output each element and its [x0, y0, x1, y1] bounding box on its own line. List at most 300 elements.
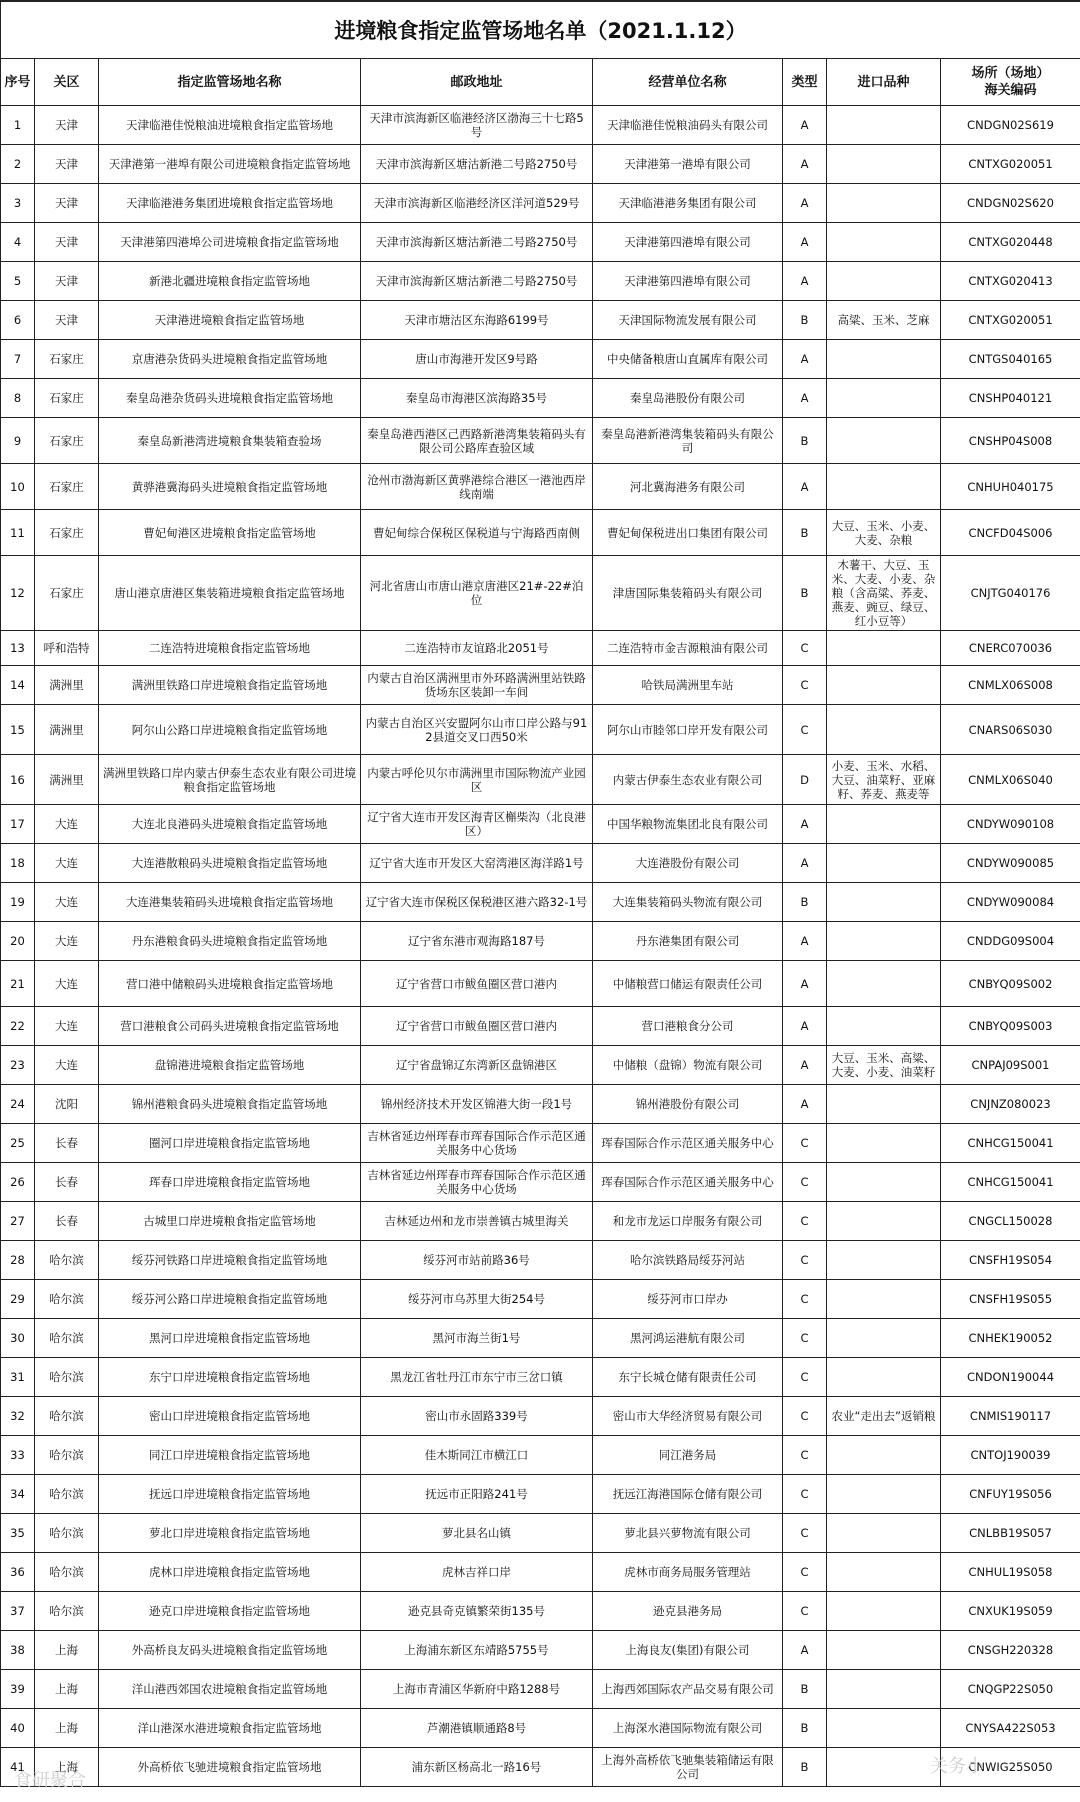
- cell-code: CNWIG25S050: [941, 1748, 1080, 1787]
- cell-no: 18: [1, 844, 35, 883]
- cell-varieties: [827, 1631, 941, 1670]
- cell-site: 外高桥良友码头进境粮食指定监管场地: [99, 1631, 361, 1670]
- cell-customs: 哈尔滨: [35, 1358, 99, 1397]
- cell-site: 曹妃甸港区进境粮食指定监管场地: [99, 510, 361, 556]
- cell-customs: 哈尔滨: [35, 1592, 99, 1631]
- cell-type: B: [783, 556, 827, 631]
- cell-customs: 哈尔滨: [35, 1280, 99, 1319]
- cell-site: 满洲里铁路口岸内蒙古伊泰生态农业有限公司进境粮食指定监管场地: [99, 755, 361, 805]
- cell-operator: 曹妃甸保税进出口集团有限公司: [593, 510, 783, 556]
- cell-varieties: [827, 1280, 941, 1319]
- cell-address: 内蒙古呼伦贝尔市满洲里市国际物流产业园区: [361, 755, 593, 805]
- cell-customs: 满洲里: [35, 705, 99, 755]
- cell-operator: 天津港第四港埠有限公司: [593, 223, 783, 262]
- cell-address: 秦皇岛港西港区己西路新港湾集装箱码头有限公司公路库查验区域: [361, 418, 593, 464]
- table-row: [1, 883, 1080, 922]
- cell-code: CNSGH220328: [941, 1631, 1080, 1670]
- cell-customs: 天津: [35, 262, 99, 301]
- cell-customs: 哈尔滨: [35, 1241, 99, 1280]
- cell-operator: 天津国际物流发展有限公司: [593, 301, 783, 340]
- cell-operator: 中储粮营口储运有限责任公司: [593, 961, 783, 1007]
- cell-varieties: [827, 631, 941, 666]
- cell-code: CNDYW090084: [941, 883, 1080, 922]
- cell-no: 28: [1, 1241, 35, 1280]
- table-row: [1, 1553, 1080, 1592]
- cell-varieties: 大豆、玉米、高粱、大麦、小麦、油菜籽: [827, 1046, 941, 1085]
- cell-varieties: 大豆、玉米、小麦、大麦、杂粮: [827, 510, 941, 556]
- cell-type: A: [783, 1046, 827, 1085]
- cell-site: 京唐港杂货码头进境粮食指定监管场地: [99, 340, 361, 379]
- table-row: [1, 844, 1080, 883]
- cell-type: C: [783, 1475, 827, 1514]
- cell-site: 锦州港粮食码头进境粮食指定监管场地: [99, 1085, 361, 1124]
- cell-type: C: [783, 1241, 827, 1280]
- cell-no: 34: [1, 1475, 35, 1514]
- table-row: [1, 631, 1080, 666]
- cell-varieties: [827, 184, 941, 223]
- cell-address: 天津市塘沽区东海路6199号: [361, 301, 593, 340]
- cell-site: 同江口岸进境粮食指定监管场地: [99, 1436, 361, 1475]
- cell-type: B: [783, 418, 827, 464]
- cell-site: 营口港粮食公司码头进境粮食指定监管场地: [99, 1007, 361, 1046]
- header-row: [1, 59, 1080, 106]
- cell-customs: 上海: [35, 1709, 99, 1748]
- cell-varieties: 小麦、玉米、水稻、大豆、油菜籽、亚麻籽、荞麦、燕麦等: [827, 755, 941, 805]
- cell-operator: 上海深水港国际物流有限公司: [593, 1709, 783, 1748]
- cell-no: 35: [1, 1514, 35, 1553]
- cell-site: 天津港第四港埠公司进境粮食指定监管场地: [99, 223, 361, 262]
- cell-type: C: [783, 1592, 827, 1631]
- table-row: [1, 556, 1080, 631]
- cell-no: 33: [1, 1436, 35, 1475]
- cell-no: 26: [1, 1163, 35, 1202]
- cell-customs: 石家庄: [35, 379, 99, 418]
- cell-no: 13: [1, 631, 35, 666]
- cell-code: CNMIS190117: [941, 1397, 1080, 1436]
- table-row: [1, 1397, 1080, 1436]
- cell-site: 新港北疆进境粮食指定监管场地: [99, 262, 361, 301]
- cell-address: 绥芬河市乌苏里大街254号: [361, 1280, 593, 1319]
- cell-operator: 抚远江海港国际仓储有限公司: [593, 1475, 783, 1514]
- cell-customs: 沈阳: [35, 1085, 99, 1124]
- table-row: [1, 1163, 1080, 1202]
- table-body: [1, 106, 1080, 1787]
- cell-no: 15: [1, 705, 35, 755]
- table-row: [1, 301, 1080, 340]
- cell-operator: 河北冀海港务有限公司: [593, 464, 783, 510]
- cell-operator: 天津临港佳悦粮油码头有限公司: [593, 106, 783, 145]
- cell-no: 29: [1, 1280, 35, 1319]
- cell-address: 秦皇岛市海港区滨海路35号: [361, 379, 593, 418]
- table-row: [1, 145, 1080, 184]
- cell-operator: 二连浩特市金吉源粮油有限公司: [593, 631, 783, 666]
- cell-code: CNBYQ09S003: [941, 1007, 1080, 1046]
- cell-address: 唐山市海港开发区9号路: [361, 340, 593, 379]
- cell-code: CNTGS040165: [941, 340, 1080, 379]
- cell-no: 20: [1, 922, 35, 961]
- cell-varieties: [827, 340, 941, 379]
- cell-code: CNYSA422S053: [941, 1709, 1080, 1748]
- cell-varieties: [827, 145, 941, 184]
- cell-site: 天津临港佳悦粮油进境粮食指定监管场地: [99, 106, 361, 145]
- cell-customs: 石家庄: [35, 510, 99, 556]
- cell-address: 上海市青浦区华新府中路1288号: [361, 1670, 593, 1709]
- cell-code: CNHUL19S058: [941, 1553, 1080, 1592]
- cell-no: 17: [1, 805, 35, 844]
- cell-address: 吉林省延边州珲春市珲春国际合作示范区通关服务中心货场: [361, 1124, 593, 1163]
- cell-customs: 大连: [35, 844, 99, 883]
- header-customs: 关区: [35, 59, 99, 106]
- cell-address: 黑龙江省牡丹江市东宁市三岔口镇: [361, 1358, 593, 1397]
- cell-no: 8: [1, 379, 35, 418]
- cell-address: 抚远市正阳路241号: [361, 1475, 593, 1514]
- cell-type: A: [783, 223, 827, 262]
- cell-code: CNDDG09S004: [941, 922, 1080, 961]
- cell-varieties: [827, 844, 941, 883]
- cell-customs: 上海: [35, 1631, 99, 1670]
- cell-type: B: [783, 1709, 827, 1748]
- cell-site: 黑河口岸进境粮食指定监管场地: [99, 1319, 361, 1358]
- cell-code: CNFUY19S056: [941, 1475, 1080, 1514]
- cell-operator: 同江港务局: [593, 1436, 783, 1475]
- table-row: [1, 262, 1080, 301]
- cell-customs: 天津: [35, 184, 99, 223]
- cell-site: 古城里口岸进境粮食指定监管场地: [99, 1202, 361, 1241]
- cell-no: 24: [1, 1085, 35, 1124]
- cell-varieties: [827, 1475, 941, 1514]
- cell-code: CNSFH19S054: [941, 1241, 1080, 1280]
- table-row: [1, 1748, 1080, 1787]
- cell-code: CNTXG020413: [941, 262, 1080, 301]
- cell-address: 天津市滨海新区临港经济区渤海三十七路5号: [361, 106, 593, 145]
- cell-code: CNHUH040175: [941, 464, 1080, 510]
- cell-customs: 大连: [35, 1007, 99, 1046]
- cell-no: 16: [1, 755, 35, 805]
- cell-operator: 中央储备粮唐山直属库有限公司: [593, 340, 783, 379]
- cell-type: C: [783, 1202, 827, 1241]
- cell-varieties: [827, 418, 941, 464]
- cell-operator: 珲春国际合作示范区通关服务中心: [593, 1124, 783, 1163]
- header-code-line1: 场所（场地）: [971, 66, 1050, 81]
- cell-customs: 大连: [35, 883, 99, 922]
- cell-code: CNARS06S030: [941, 705, 1080, 755]
- cell-address: 辽宁省大连市开发区大窑湾港区海洋路1号: [361, 844, 593, 883]
- cell-no: 23: [1, 1046, 35, 1085]
- cell-address: 吉林省延边州珲春市珲春国际合作示范区通关服务中心货场: [361, 1163, 593, 1202]
- cell-site: 盘锦港进境粮食指定监管场地: [99, 1046, 361, 1085]
- table-row: [1, 379, 1080, 418]
- cell-no: 1: [1, 106, 35, 145]
- header-code-line2: 海关编码: [984, 83, 1037, 98]
- cell-address: 二连浩特市友谊路北2051号: [361, 631, 593, 666]
- cell-type: C: [783, 1436, 827, 1475]
- cell-address: 虎林吉祥口岸: [361, 1553, 593, 1592]
- cell-varieties: [827, 705, 941, 755]
- cell-code: CNDGN02S619: [941, 106, 1080, 145]
- cell-customs: 石家庄: [35, 556, 99, 631]
- cell-type: B: [783, 883, 827, 922]
- cell-site: 二连浩特进境粮食指定监管场地: [99, 631, 361, 666]
- cell-varieties: [827, 1670, 941, 1709]
- cell-address: 河北省唐山市唐山港京唐港区21#-22#泊位: [361, 556, 593, 631]
- cell-varieties: [827, 1241, 941, 1280]
- table-row: [1, 1241, 1080, 1280]
- cell-code: CNERC070036: [941, 631, 1080, 666]
- header-varieties: 进口品种: [827, 59, 941, 106]
- cell-type: A: [783, 145, 827, 184]
- header-code: [941, 59, 1080, 106]
- cell-address: 天津市滨海新区塘沽新港二号路2750号: [361, 262, 593, 301]
- page-title: 进境粮食指定监管场地名单（2021.1.12）: [1, 1, 1080, 59]
- cell-operator: 天津港第一港埠有限公司: [593, 145, 783, 184]
- cell-site: 大连北良港码头进境粮食指定监管场地: [99, 805, 361, 844]
- cell-code: CNDYW090108: [941, 805, 1080, 844]
- cell-no: 40: [1, 1709, 35, 1748]
- table-row: [1, 1007, 1080, 1046]
- cell-site: 绥芬河公路口岸进境粮食指定监管场地: [99, 1280, 361, 1319]
- cell-site: 洋山港深水港进境粮食指定监管场地: [99, 1709, 361, 1748]
- cell-site: 洋山港西郊国农进境粮食指定监管场地: [99, 1670, 361, 1709]
- cell-type: A: [783, 1085, 827, 1124]
- cell-type: C: [783, 1397, 827, 1436]
- cell-type: A: [783, 379, 827, 418]
- table-row: [1, 184, 1080, 223]
- cell-site: 天津临港港务集团进境粮食指定监管场地: [99, 184, 361, 223]
- cell-site: 黄骅港冀海码头进境粮食指定监管场地: [99, 464, 361, 510]
- cell-code: CNTXG020051: [941, 301, 1080, 340]
- cell-site: 东宁口岸进境粮食指定监管场地: [99, 1358, 361, 1397]
- header-type: 类型: [783, 59, 827, 106]
- table-row: [1, 418, 1080, 464]
- header-address: 邮政地址: [361, 59, 593, 106]
- cell-code: CNDGN02S620: [941, 184, 1080, 223]
- cell-type: B: [783, 301, 827, 340]
- cell-customs: 长春: [35, 1163, 99, 1202]
- cell-varieties: [827, 1436, 941, 1475]
- cell-type: C: [783, 1553, 827, 1592]
- cell-customs: 石家庄: [35, 418, 99, 464]
- cell-varieties: [827, 262, 941, 301]
- cell-code: CNMLX06S040: [941, 755, 1080, 805]
- cell-varieties: [827, 464, 941, 510]
- table-row: [1, 340, 1080, 379]
- table-row: [1, 1670, 1080, 1709]
- cell-type: A: [783, 922, 827, 961]
- cell-code: CNXUK19S059: [941, 1592, 1080, 1631]
- cell-operator: 黑河鸿运港航有限公司: [593, 1319, 783, 1358]
- cell-type: D: [783, 755, 827, 805]
- cell-no: 32: [1, 1397, 35, 1436]
- cell-no: 30: [1, 1319, 35, 1358]
- cell-no: 4: [1, 223, 35, 262]
- cell-code: CNHCG150041: [941, 1163, 1080, 1202]
- cell-type: B: [783, 1748, 827, 1787]
- cell-address: 辽宁省大连市保税区保税港区港六路32-1号: [361, 883, 593, 922]
- cell-no: 2: [1, 145, 35, 184]
- cell-code: CNCFD04S006: [941, 510, 1080, 556]
- cell-operator: 大连港股份有限公司: [593, 844, 783, 883]
- cell-code: CNSFH19S055: [941, 1280, 1080, 1319]
- cell-address: 辽宁省大连市开发区海青区槲柴沟（北良港区）: [361, 805, 593, 844]
- cell-site: 珲春口岸进境粮食指定监管场地: [99, 1163, 361, 1202]
- cell-operator: 秦皇岛港股份有限公司: [593, 379, 783, 418]
- table-row: [1, 1085, 1080, 1124]
- cell-code: CNTXG020448: [941, 223, 1080, 262]
- cell-operator: 哈尔滨铁路局绥芬河站: [593, 1241, 783, 1280]
- cell-site: 外高桥依飞驰进境粮食指定监管场地: [99, 1748, 361, 1787]
- cell-address: 沧州市渤海新区黄骅港综合港区一港池西岸线南端: [361, 464, 593, 510]
- cell-site: 圈河口岸进境粮食指定监管场地: [99, 1124, 361, 1163]
- cell-customs: 哈尔滨: [35, 1553, 99, 1592]
- cell-customs: 石家庄: [35, 340, 99, 379]
- cell-operator: 和龙市龙运口岸服务有限公司: [593, 1202, 783, 1241]
- cell-customs: 大连: [35, 922, 99, 961]
- cell-varieties: [827, 1163, 941, 1202]
- cell-operator: 虎林市商务局服务管理站: [593, 1553, 783, 1592]
- cell-customs: 哈尔滨: [35, 1397, 99, 1436]
- cell-operator: 丹东港集团有限公司: [593, 922, 783, 961]
- cell-address: 吉林延边州和龙市崇善镇古城里海关: [361, 1202, 593, 1241]
- cell-type: A: [783, 106, 827, 145]
- cell-no: 11: [1, 510, 35, 556]
- cell-code: CNJNZ080023: [941, 1085, 1080, 1124]
- cell-address: 黑河市海兰街1号: [361, 1319, 593, 1358]
- cell-no: 31: [1, 1358, 35, 1397]
- cell-type: C: [783, 1319, 827, 1358]
- cell-varieties: [827, 106, 941, 145]
- cell-type: C: [783, 666, 827, 705]
- cell-code: CNQGP22S050: [941, 1670, 1080, 1709]
- cell-site: 大连港集装箱码头进境粮食指定监管场地: [99, 883, 361, 922]
- cell-varieties: [827, 961, 941, 1007]
- cell-operator: 内蒙古伊泰生态农业有限公司: [593, 755, 783, 805]
- cell-customs: 大连: [35, 961, 99, 1007]
- cell-no: 19: [1, 883, 35, 922]
- cell-no: 10: [1, 464, 35, 510]
- cell-operator: 东宁长城仓储有限责任公司: [593, 1358, 783, 1397]
- cell-code: CNBYQ09S002: [941, 961, 1080, 1007]
- cell-varieties: [827, 1358, 941, 1397]
- cell-customs: 哈尔滨: [35, 1319, 99, 1358]
- table-row: [1, 1709, 1080, 1748]
- cell-operator: 中国华粮物流集团北良有限公司: [593, 805, 783, 844]
- cell-customs: 哈尔滨: [35, 1475, 99, 1514]
- cell-operator: 营口港粮食分公司: [593, 1007, 783, 1046]
- cell-operator: 天津临港港务集团有限公司: [593, 184, 783, 223]
- table-row: [1, 705, 1080, 755]
- cell-type: C: [783, 1124, 827, 1163]
- cell-code: CNGCL150028: [941, 1202, 1080, 1241]
- table-row: [1, 961, 1080, 1007]
- cell-code: CNSHP040121: [941, 379, 1080, 418]
- cell-customs: 天津: [35, 145, 99, 184]
- cell-customs: 上海: [35, 1748, 99, 1787]
- cell-customs: 呼和浩特: [35, 631, 99, 666]
- cell-customs: 天津: [35, 223, 99, 262]
- cell-site: 唐山港京唐港区集装箱进境粮食指定监管场地: [99, 556, 361, 631]
- table-row: [1, 106, 1080, 145]
- table-row: [1, 1046, 1080, 1085]
- cell-customs: 长春: [35, 1202, 99, 1241]
- table-row: [1, 1592, 1080, 1631]
- cell-address: 密山市永固路339号: [361, 1397, 593, 1436]
- cell-address: 锦州经济技术开发区锦港大街一段1号: [361, 1085, 593, 1124]
- cell-varieties: 木薯干、大豆、玉米、大麦、小麦、杂粮（含高粱、荞麦、燕麦、豌豆、绿豆、红小豆等）: [827, 556, 941, 631]
- table-row: [1, 666, 1080, 705]
- cell-customs: 石家庄: [35, 464, 99, 510]
- table-row: [1, 1202, 1080, 1241]
- header-no: 序号: [1, 59, 35, 106]
- cell-site: 密山口岸进境粮食指定监管场地: [99, 1397, 361, 1436]
- cell-operator: 大连集装箱码头物流有限公司: [593, 883, 783, 922]
- cell-code: CNTXG020051: [941, 145, 1080, 184]
- cell-type: A: [783, 805, 827, 844]
- cell-no: 22: [1, 1007, 35, 1046]
- cell-site: 绥芬河铁路口岸进境粮食指定监管场地: [99, 1241, 361, 1280]
- cell-code: CNMLX06S008: [941, 666, 1080, 705]
- cell-site: 萝北口岸进境粮食指定监管场地: [99, 1514, 361, 1553]
- cell-address: 内蒙古自治区兴安盟阿尔山市口岸公路与912县道交叉口西50米: [361, 705, 593, 755]
- table-row: [1, 922, 1080, 961]
- cell-type: B: [783, 1670, 827, 1709]
- cell-operator: 上海西郊国际农产品交易有限公司: [593, 1670, 783, 1709]
- cell-address: 绥芬河市站前路36号: [361, 1241, 593, 1280]
- cell-type: C: [783, 631, 827, 666]
- cell-address: 内蒙古自治区满洲里市外环路满洲里站铁路货场东区装卸一车间: [361, 666, 593, 705]
- cell-type: B: [783, 510, 827, 556]
- header-site: 指定监管场地名称: [99, 59, 361, 106]
- cell-address: 曹妃甸综合保税区保税道与宁海路西南侧: [361, 510, 593, 556]
- cell-address: 逊克县奇克镇繁荣街135号: [361, 1592, 593, 1631]
- cell-no: 12: [1, 556, 35, 631]
- table-row: [1, 1475, 1080, 1514]
- cell-varieties: [827, 1319, 941, 1358]
- cell-operator: 密山市大华经济贸易有限公司: [593, 1397, 783, 1436]
- cell-customs: 大连: [35, 1046, 99, 1085]
- cell-site: 天津港第一港埠有限公司进境粮食指定监管场地: [99, 145, 361, 184]
- cell-code: CNTOJ190039: [941, 1436, 1080, 1475]
- cell-operator: 天津港第四港埠有限公司: [593, 262, 783, 301]
- table-row: [1, 464, 1080, 510]
- cell-customs: 满洲里: [35, 666, 99, 705]
- cell-site: 秦皇岛港杂货码头进境粮食指定监管场地: [99, 379, 361, 418]
- cell-type: A: [783, 1631, 827, 1670]
- cell-varieties: [827, 1007, 941, 1046]
- cell-no: 39: [1, 1670, 35, 1709]
- table-row: [1, 1358, 1080, 1397]
- cell-varieties: [827, 223, 941, 262]
- cell-operator: 哈铁局满洲里车站: [593, 666, 783, 705]
- cell-type: C: [783, 1163, 827, 1202]
- table-row: [1, 1436, 1080, 1475]
- cell-type: A: [783, 1007, 827, 1046]
- cell-no: 38: [1, 1631, 35, 1670]
- cell-operator: 上海外高桥依飞驰集装箱储运有限公司: [593, 1748, 783, 1787]
- cell-customs: 上海: [35, 1670, 99, 1709]
- cell-address: 佳木斯同江市横江口: [361, 1436, 593, 1475]
- cell-customs: 满洲里: [35, 755, 99, 805]
- cell-code: CNHCG150041: [941, 1124, 1080, 1163]
- cell-customs: 哈尔滨: [35, 1514, 99, 1553]
- cell-varieties: [827, 1085, 941, 1124]
- cell-site: 阿尔山公路口岸进境粮食指定监管场地: [99, 705, 361, 755]
- cell-operator: 阿尔山市睦邻口岸开发有限公司: [593, 705, 783, 755]
- cell-customs: 天津: [35, 301, 99, 340]
- cell-address: 辽宁省营口市鲅鱼圈区营口港内: [361, 961, 593, 1007]
- cell-site: 满洲里铁路口岸进境粮食指定监管场地: [99, 666, 361, 705]
- table-row: [1, 1514, 1080, 1553]
- table-row: [1, 510, 1080, 556]
